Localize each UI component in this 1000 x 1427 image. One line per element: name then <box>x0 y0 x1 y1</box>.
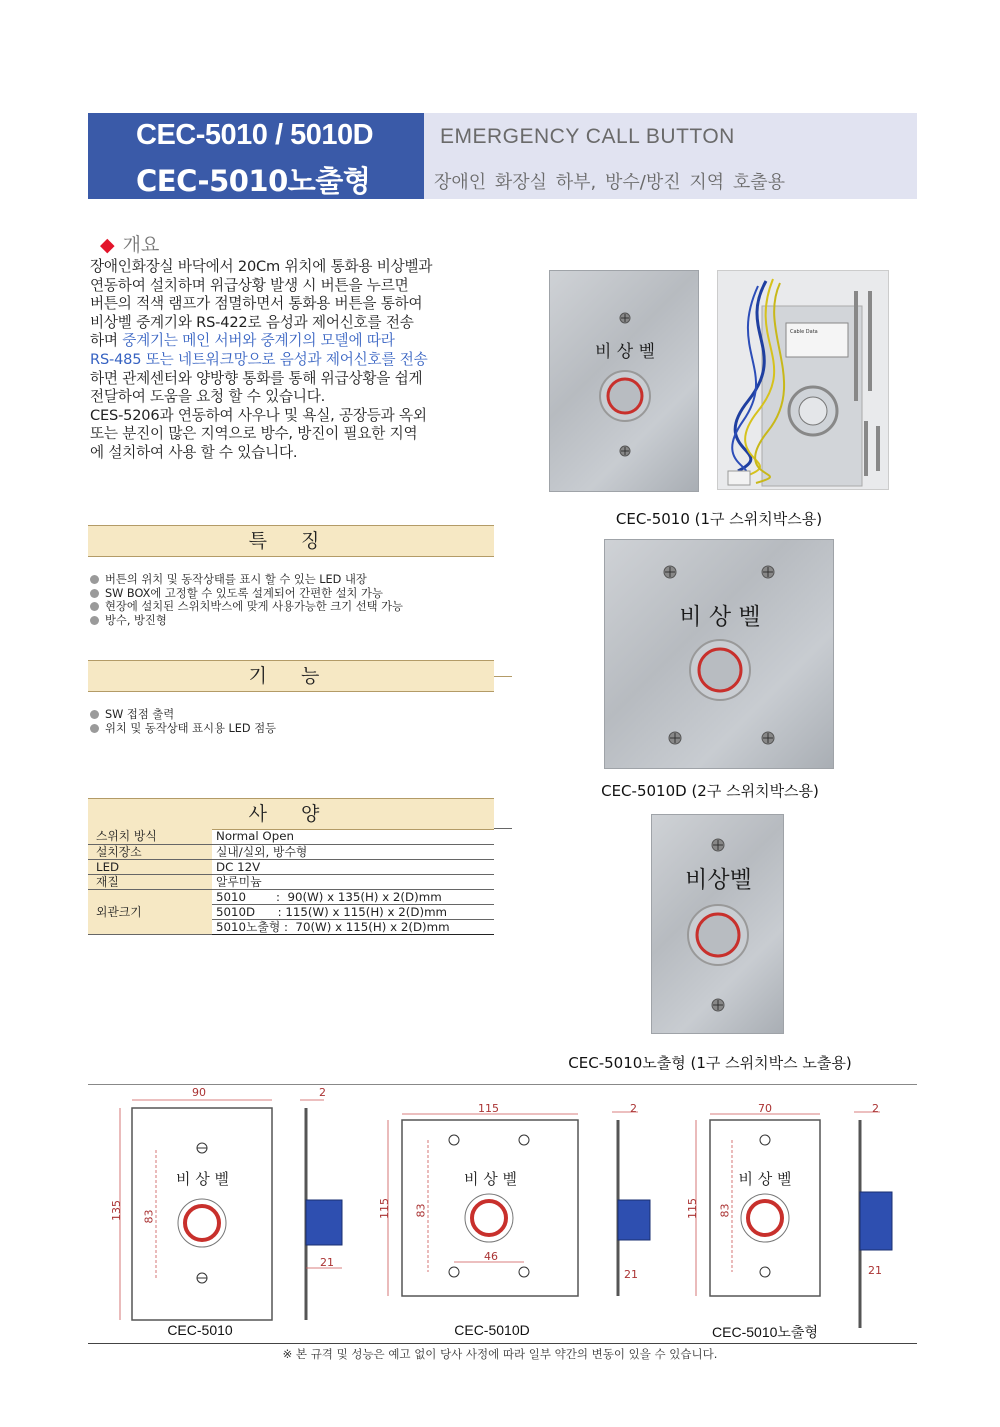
overview-line: 버튼의 적색 램프가 점멸하면서 통화용 버튼을 통하여 <box>90 295 423 313</box>
drawing-graphic <box>680 1100 905 1338</box>
caption-cec5010d: CEC-5010D (2구 스위치박스용) <box>601 782 819 800</box>
plate-label: 비 상 벨 <box>594 342 656 362</box>
feature-text: 방수, 방진형 <box>105 613 167 627</box>
plate-label: 비 상 벨 <box>679 604 761 630</box>
bullet-icon <box>90 710 99 719</box>
dim-width: 70 <box>758 1102 772 1115</box>
functions-list <box>90 708 276 735</box>
overview-line: 에 설치하여 사용 할 수 있습니다. <box>90 443 298 461</box>
cable-graphic <box>718 271 890 491</box>
model-line-1: CEC-5010 / 5010D <box>136 119 374 151</box>
drawing-cec5010 <box>100 1088 350 1338</box>
drawing-plate-label: 비 상 벨 <box>738 1170 792 1188</box>
title-en: EMERGENCY CALL BUTTON <box>440 125 735 148</box>
bullet-icon <box>90 724 99 733</box>
spec-key: 스위치 방식 <box>88 829 212 844</box>
spec-value: DC 12V <box>212 859 494 874</box>
drawing-cec5010d <box>372 1100 652 1338</box>
features-list <box>90 573 403 627</box>
bullet-icon <box>90 616 99 625</box>
overview-line <box>90 332 500 351</box>
overview-text <box>90 258 500 463</box>
spec-value: 5010노출형 : 70(W) x 115(H) x 2(D)mm <box>212 919 494 934</box>
overview-line: CES-5206과 연동하여 사우나 및 욕실, 공장등과 옥외 <box>90 406 427 424</box>
function-text: SW 접점 출력 <box>105 708 175 721</box>
spec-value: 알루미늄 <box>212 874 494 889</box>
caption-cec5010-exposed: CEC-5010노출형 (1구 스위치박스 노출용) <box>568 1054 852 1072</box>
overview-line: 전달하여 도움을 요청 할 수 있습니다. <box>90 388 326 406</box>
list-item <box>90 614 403 628</box>
table-row <box>88 829 494 844</box>
spec-key: 재질 <box>88 874 212 889</box>
spec-key: 설치장소 <box>88 844 212 859</box>
list-item <box>90 587 403 601</box>
dim-width: 90 <box>192 1086 206 1099</box>
list-item <box>90 573 403 587</box>
spec-value: 실내/실외, 방수형 <box>212 844 494 859</box>
overview-line: 연동하여 설치하며 위급상황 발생 시 버튼을 누르면 <box>90 276 409 294</box>
divider <box>88 1343 917 1344</box>
dim-body: 21 <box>868 1264 882 1277</box>
dim-height: 115 <box>686 1198 699 1219</box>
divider <box>88 1084 917 1085</box>
feature-text: 현장에 설치된 스위치박스에 맞게 사용가능한 크기 선택 가능 <box>105 600 403 614</box>
footer-note: ※ 본 규격 및 성능은 예고 없이 당사 사정에 따라 일부 약간의 변동이 있을 수 있습니다. <box>282 1347 718 1361</box>
dim-height: 115 <box>378 1198 391 1219</box>
table-row <box>88 874 494 889</box>
overview-line: 또는 분진이 많은 지역으로 방수, 방진이 필요한 지역 <box>90 425 418 443</box>
specs-title: 사 양 <box>88 798 494 830</box>
drawing-name: CEC-5010 <box>167 1322 233 1338</box>
spec-table <box>88 829 494 935</box>
table-row <box>88 889 494 904</box>
list-item <box>90 708 276 722</box>
dim-height: 135 <box>110 1200 123 1221</box>
accessory-photo <box>717 270 889 490</box>
spec-key: 외관크기 <box>88 889 212 934</box>
cable-label: Cable Data <box>790 329 818 335</box>
header-model-box <box>88 113 424 199</box>
dim-inner: 83 <box>718 1203 732 1218</box>
drawing-name: CEC-5010D <box>454 1322 530 1338</box>
overview-line: 장애인화장실 바닥에서 20Cm 위치에 통화용 비상벨과 <box>90 258 433 275</box>
plate-label: 비상벨 <box>685 867 752 893</box>
overview-line: 하면 관제센터와 양방향 통화를 통해 위급상황을 쉽게 <box>90 369 423 387</box>
caption-cec5010: CEC-5010 (1구 스위치박스용) <box>615 510 823 528</box>
drawing-plate-label: 비 상 벨 <box>463 1170 517 1188</box>
drawing-cec5010-exposed <box>680 1100 905 1338</box>
drawing-graphic <box>372 1100 652 1338</box>
spec-value: Normal Open <box>212 829 494 844</box>
table-row <box>88 859 494 874</box>
overview-line-highlight: RS-485 또는 네트워크망으로 음성과 제어신호를 전송 <box>90 350 428 368</box>
drawing-name: CEC-5010노출형 <box>712 1324 818 1340</box>
product-photo-cec5010-exposed <box>651 814 784 1034</box>
dim-inner: 83 <box>414 1203 428 1218</box>
feature-text: SW BOX에 고정할 수 있도록 설계되어 간편한 설치 가능 <box>105 586 383 600</box>
feature-text: 버튼의 위치 및 동작상태를 표시 할 수 있는 LED 내장 <box>105 573 367 586</box>
spec-value: 5010 : 90(W) x 135(H) x 2(D)mm <box>212 889 494 904</box>
diamond-icon: ◆ <box>100 234 115 256</box>
overview-line-highlight: 중계기는 메인 서버와 중계기의 모델에 따라 <box>122 332 395 350</box>
plate-graphic <box>605 540 835 770</box>
overview-line-part: 하며 <box>90 332 123 350</box>
model-line-2: CEC-5010노출형 <box>136 164 371 198</box>
plate-graphic <box>550 271 700 493</box>
dim-hole: 46 <box>484 1250 498 1263</box>
plate-graphic <box>652 815 785 1035</box>
dim-depth: 2 <box>319 1086 326 1099</box>
product-photo-cec5010 <box>549 270 699 492</box>
header-title-box <box>424 113 917 199</box>
overview-title: 개요 <box>122 234 160 256</box>
dim-width: 115 <box>478 1102 499 1115</box>
table-row <box>88 844 494 859</box>
overview-heading <box>100 230 159 257</box>
dim-inner: 83 <box>142 1209 156 1224</box>
function-text: 위치 및 동작상태 표시용 LED 점등 <box>105 721 277 735</box>
drawing-graphic <box>100 1088 350 1338</box>
bullet-icon <box>90 602 99 611</box>
dim-body: 21 <box>320 1256 334 1269</box>
dim-body: 21 <box>624 1268 638 1281</box>
spec-key: LED <box>88 859 212 874</box>
list-item <box>90 600 403 614</box>
spec-value: 5010D : 115(W) x 115(H) x 2(D)mm <box>212 904 494 919</box>
functions-title: 기 능 <box>88 660 494 692</box>
divider <box>494 676 512 677</box>
features-title: 특 징 <box>88 525 494 557</box>
overview-line: 비상벨 중계기와 RS-422로 음성과 제어신호를 전송 <box>90 313 414 331</box>
subtitle-ko: 장애인 화장실 하부, 방수/방진 지역 호출용 <box>434 172 785 193</box>
dim-depth: 2 <box>630 1102 637 1115</box>
bullet-icon <box>90 589 99 598</box>
bullet-icon <box>90 575 99 584</box>
drawing-plate-label: 비 상 벨 <box>175 1170 229 1188</box>
divider <box>494 828 512 829</box>
product-photo-cec5010d <box>604 539 834 769</box>
list-item <box>90 722 276 736</box>
dim-depth: 2 <box>872 1102 879 1115</box>
